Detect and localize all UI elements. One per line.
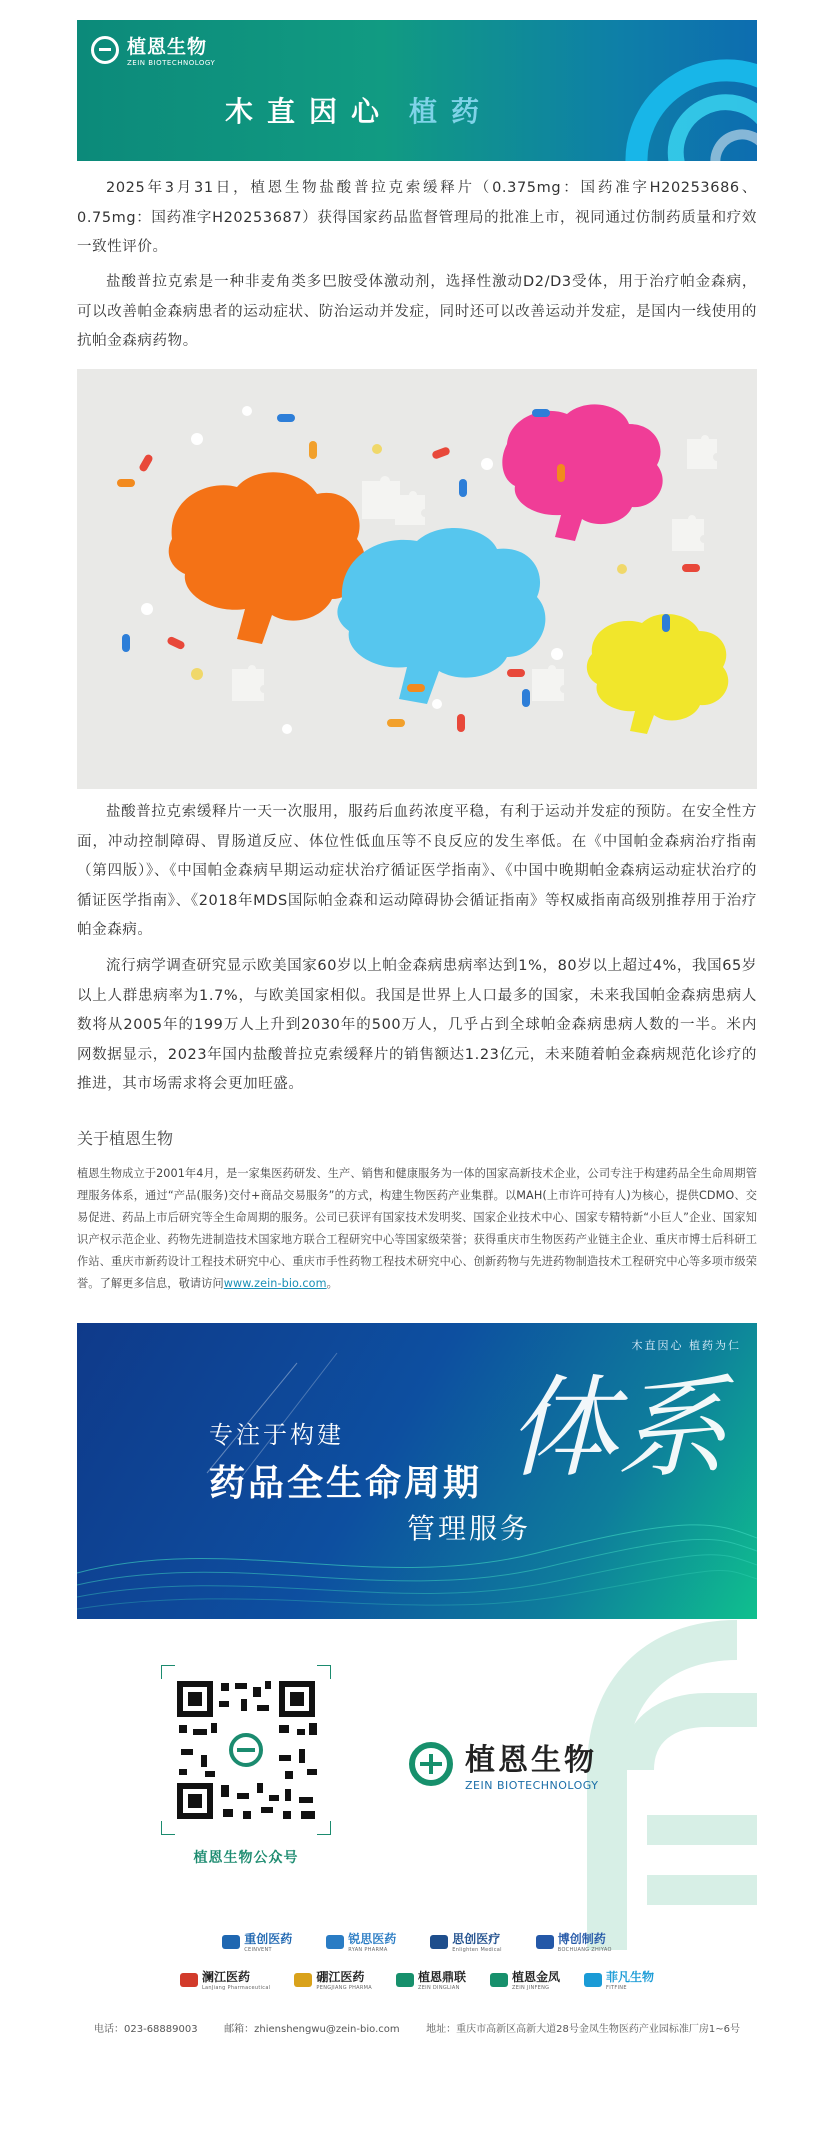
partner-logos-row-1 (77, 1930, 757, 1953)
about-paragraph (77, 1163, 757, 1295)
partner-logo: 锐思医药 RYAN PHARMA (326, 1930, 396, 1953)
partner-logo: 澜江医药 LanJiang Pharmaceutical (180, 1968, 270, 1991)
brand-name-cn: 植恩生物 (465, 1743, 597, 1778)
partner-logo: 植恩金凤 ZEIN JINFENG (490, 1968, 560, 1991)
contact-phone: 电话：023-68889003 (94, 2024, 198, 2035)
partner-icon (584, 1973, 602, 1987)
partner-icon (396, 1973, 414, 1987)
banner-slogan (225, 90, 493, 130)
partner-logo: 思创医疗 Enlighten Medical (430, 1930, 502, 1953)
article-paragraph-1: 2025年3月31日，植恩生物盐酸普拉克索缓释片（0.375mg：国药准字H20253686、0.75mg：国药准字H20253687）获得国家药品监督管理局的批准上市，视同通过仿制药质量和疗效一致性评价。 (77, 180, 757, 255)
yellow-brain-shape (587, 614, 728, 734)
partner-icon (222, 1935, 240, 1949)
about-end: 。 (326, 1277, 338, 1290)
article-paragraph-3: 盐酸普拉克索缓释片一天一次服用，服药后血药浓度平稳，有利于运动并发症的预防。在安全性方面，冲动控制障碍、胃肠道反应、体位性低血压等不良反应的发生率低。在《中国帕金森病治疗指南（第四版）》、《中国帕金森病早期运动症状治疗循证医学指南》、《中国中晚期帕金森病运动症状治疗的循证医学指南》、《2018年MDS国际帕金森和运动障碍协会循证指南》等权威指南高级别推荐用于治疗帕金森病。 (77, 804, 757, 938)
slogan-accent: 植药 (409, 95, 494, 128)
contact-bar (77, 2020, 757, 2035)
logo-name-cn: 植恩生物 (127, 36, 208, 58)
partner-logo: 重创医药 CEINVENT (222, 1930, 292, 1953)
logo-name-en: ZEIN BIOTECHNOLOGY (127, 59, 216, 67)
partner-icon (430, 1935, 448, 1949)
blue-brain-shape (337, 528, 545, 704)
promo-line-1: 专注于构建 (209, 1421, 344, 1449)
article-paragraph-2: 盐酸普拉克索是一种非麦角类多巴胺受体激动剂，选择性激动D2/D3受体，用于治疗帕金森病，可以改善帕金森病患者的运动症状、防治运动并发症，同时还可以改善运动并发症，是国内一线使用的抗帕金森病药物。 (77, 274, 757, 349)
wechat-qr-code (161, 1665, 331, 1835)
partner-icon (294, 1973, 312, 1987)
partner-icon (326, 1935, 344, 1949)
partner-logos-row-2 (77, 1968, 757, 1991)
partner-logo: 菲凡生物 FITFINE (584, 1968, 654, 1991)
website-link[interactable]: www.zein-bio.com (223, 1277, 327, 1290)
header-banner (77, 20, 757, 161)
promo-line-3: 管理服务 (407, 1512, 532, 1545)
zein-brand-icon (407, 1740, 455, 1788)
brand-name-en: ZEIN BIOTECHNOLOGY (465, 1779, 599, 1792)
slogan-main: 木直因心 (225, 95, 394, 128)
qr-label: 植恩生物公众号 (193, 1850, 299, 1866)
article-paragraph-4: 流行病学调查研究显示欧美国家60岁以上帕金森病患病率达到1%，80岁以上超过4%，我国65岁以上人群患病率为1.7%，与欧美国家相似。我国是世界上人口最多的国家，未来我国帕金森病患病人数将从2005年的199万人上升到2030年的500万人，几乎占到全球帕金森病患病人数的一半。米内网数据显示，2023年国内盐酸普拉克索缓释片的销售额达1.23亿元，未来随着帕金森病规范化诊疗的推进，其市场需求将会更加旺盛。 (77, 958, 757, 1092)
about-section-title: 关于植恩生物 (77, 1129, 174, 1148)
header-logo (91, 32, 215, 67)
zein-logo-icon (91, 36, 119, 64)
contact-email: 邮箱：zhienshengwu@zein-bio.com (224, 2024, 400, 2035)
orange-brain-shape (169, 472, 366, 644)
partner-icon (490, 1973, 508, 1987)
about-body: 植恩生物成立于2001年4月，是一家集医药研发、生产、销售和健康服务为一体的国家高新技术企业，公司专注于构建药品全生命周期管理服务体系，通过“产品(服务)交付+商品交易服务”的方式，构建生物医药产业集群。以MAH(上市许可持有人)为核心，提供CDMO、交易促进、药品上市后研究等全生命周期的服务。公司已获评有国家技术发明奖、国家企业技术中心、国家专精特新“小巨人”企业、国家知识产权示范企业、药物先进制造技术国家地方联合工程研究中心等国家级荣誉；获得重庆市生物医药产业链主企业、重庆市博士后科研工作站、重庆市新药设计工程技术研究中心、重庆市手性药物工程技术研究中心、创新药物与先进药物制造技术工程研究中心等多项市级荣誉。了解更多信息，敬请访问 (77, 1167, 757, 1290)
partner-logo: 硼江医药 PENGJIANG PHARMA (294, 1968, 372, 1991)
pink-brain-shape (502, 404, 662, 541)
partner-icon (536, 1935, 554, 1949)
brain-pills-graphic (77, 369, 757, 789)
partner-logo: 植恩鼎联 ZEIN DINGLIAN (396, 1968, 466, 1991)
banner-arcs-graphic (617, 40, 757, 161)
partner-logo: 博创制药 BOCHUANG ZHIYAO (536, 1930, 612, 1953)
promo-brush-calligraphy: 体系 (507, 1364, 727, 1492)
promo-banner (77, 1323, 757, 1619)
partner-icon (180, 1973, 198, 1987)
promo-tag: 木直因心 植药为仁 (631, 1339, 741, 1352)
promo-line-2: 药品全生命周期 (209, 1463, 483, 1504)
contact-address: 地址：重庆市高新区高新大道28号金凤生物医药产业园标准厂房1~6号 (426, 2024, 740, 2035)
brain-pills-illustration (77, 369, 757, 789)
brand-logo-block (407, 1735, 599, 1792)
